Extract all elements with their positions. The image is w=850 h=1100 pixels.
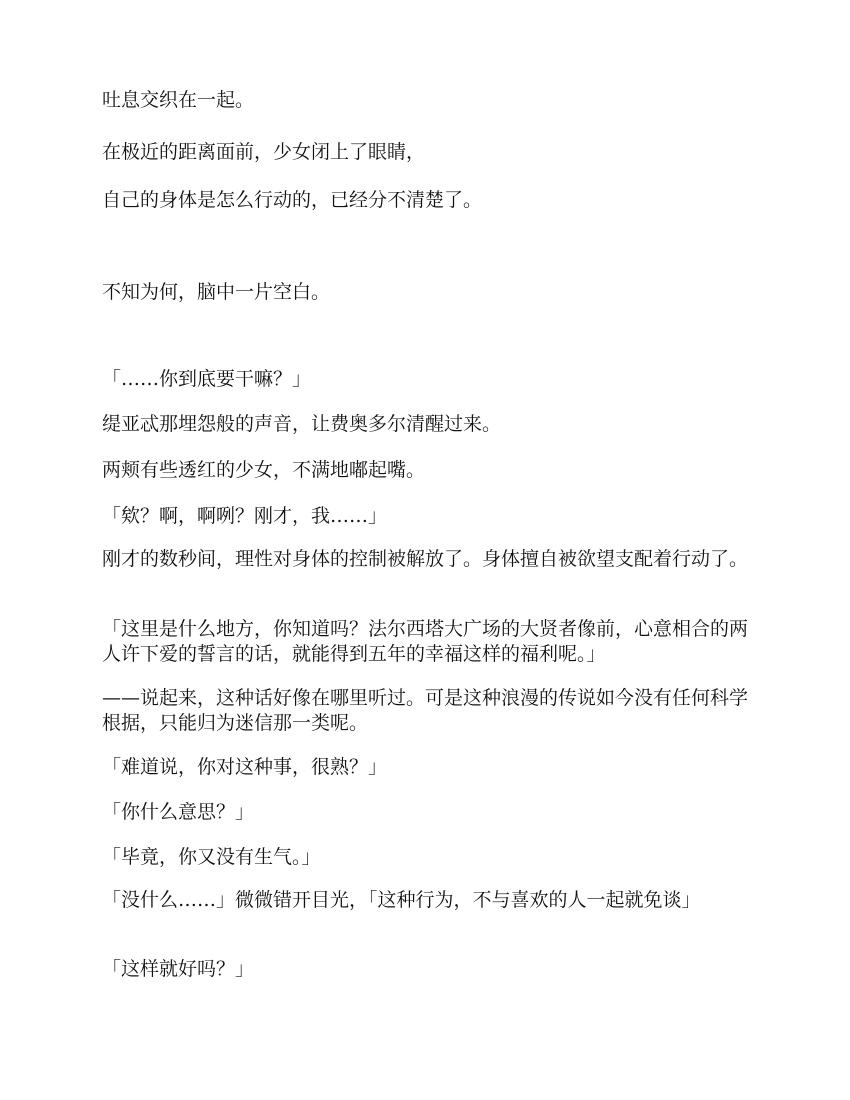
paragraph-16: 「这样就好吗？」: [102, 958, 255, 980]
paragraph-14: 「毕竟，你又没有生气。」: [102, 846, 321, 868]
paragraph-12: 「难道说，你对这种事，很熟？」: [102, 756, 388, 778]
paragraph-5: 「……你到底要干嘛？」: [102, 368, 312, 390]
paragraph-15: 「没什么……」微微错开目光，「这种行为，不与喜欢的人一起就免谈」: [102, 889, 701, 911]
paragraph-10: 「这里是什么地方，你知道吗？法尔西塔大广场的大贤者像前，心意相合的两人许下爱的誓言的话，就能得到五年的幸福这样的福利呢。」: [102, 618, 749, 665]
paragraph-4: 不知为何，脑中一片空白。: [102, 281, 331, 303]
paragraph-7: 两颊有些透红的少女，不满地嘟起嘴。: [102, 459, 426, 481]
paragraph-6: 缇亚忒那埋怨般的声音，让费奥多尔清醒过来。: [102, 413, 502, 435]
paragraph-8: 「欸？啊，啊咧？刚才，我……」: [102, 505, 388, 527]
paragraph-3: 自己的身体是怎么行动的，已经分不清楚了。: [102, 189, 483, 211]
paragraph-1: 吐息交织在一起。: [102, 89, 255, 111]
paragraph-11: ——说起来，这种话好像在哪里听过。可是这种浪漫的传说如今没有任何科学根据，只能归为迷信那一类呢。: [102, 687, 749, 734]
paragraph-13: 「你什么意思？」: [102, 801, 255, 823]
paragraph-9: 刚才的数秒间，理性对身体的控制被解放了。身体擅自被欲望支配着行动了。: [102, 548, 749, 570]
paragraph-2: 在极近的距离面前，少女闭上了眼睛，: [102, 141, 426, 163]
